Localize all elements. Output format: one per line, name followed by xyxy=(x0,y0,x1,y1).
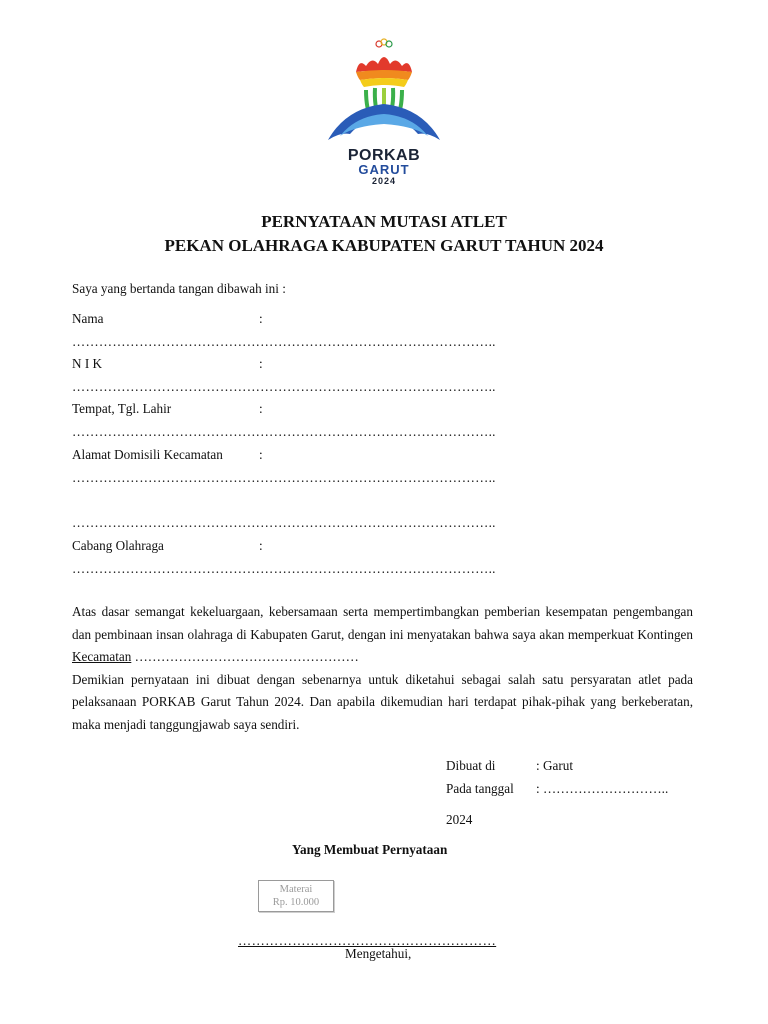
field-label-ttl: Tempat, Tgl. Lahir xyxy=(72,401,172,416)
porkab-emblem-icon xyxy=(326,36,442,148)
logo-text-garut: GARUT xyxy=(358,162,410,177)
field-colon: : xyxy=(259,311,263,326)
field-fill-alamat-1[interactable]: ………………………………………………………………………………….. xyxy=(72,470,496,485)
field-colon: : xyxy=(259,401,263,416)
statement-paragraph-1 xyxy=(72,601,693,669)
field-label-nama: Nama xyxy=(72,311,104,326)
statement-body xyxy=(72,601,693,736)
field-fill-nama[interactable]: ………………………………………………………………………………….. xyxy=(72,334,496,349)
field-fill-cabang[interactable]: ………………………………………………………………………………….. xyxy=(72,561,496,576)
porkab-logo xyxy=(326,36,442,188)
dibuat-label: Dibuat di xyxy=(446,758,496,773)
logo-text-year: 2024 xyxy=(371,176,397,186)
stamp-line-2: Rp. 10.000 xyxy=(272,897,320,908)
field-label-cabang: Cabang Olahraga xyxy=(72,538,164,553)
field-fill-nik[interactable]: ………………………………………………………………………………….. xyxy=(72,379,496,394)
mengetahui-label: Mengetahui, xyxy=(345,946,412,961)
tanggal-year: 2024 xyxy=(446,812,473,827)
statement-text: Atas dasar semangat kekeluargaan, kebersamaan serta mempertimbangkan pemberian kesempatan pengembangan dan pembinaan insan olahraga di Kabupaten Garut, dengan ini menyatakan bahwa saya akan memperkuat Kontingen xyxy=(72,604,693,642)
field-colon: : xyxy=(259,356,263,371)
materai-stamp xyxy=(258,880,334,912)
kecamatan-fill[interactable]: …………………………………………… xyxy=(131,649,359,664)
tanggal-label: Pada tanggal xyxy=(446,781,514,796)
field-fill-ttl[interactable]: ………………………………………………………………………………….. xyxy=(72,424,496,439)
field-fill-alamat-2[interactable]: ………………………………………………………………………………….. xyxy=(72,515,496,530)
kecamatan-underlined: Kecamatan xyxy=(72,649,132,664)
signature-line[interactable]: ………………………………………………… xyxy=(238,933,497,948)
tanggal-value[interactable]: : ……………………….. xyxy=(536,781,669,796)
document-title: PERNYATAAN MUTASI ATLET xyxy=(261,212,507,231)
document-subtitle: PEKAN OLAHRAGA KABUPATEN GARUT TAHUN 2024 xyxy=(164,236,604,255)
stamp-line-1: Materai xyxy=(279,884,313,895)
intro-text: Saya yang bertanda tangan dibawah ini : xyxy=(72,281,286,296)
field-label-alamat: Alamat Domisili Kecamatan xyxy=(72,447,223,462)
field-colon: : xyxy=(259,538,263,553)
statement-paragraph-2: Demikian pernyataan ini dibuat dengan sebenarnya untuk diketahui sebagai salah satu persyaratan atlet pada pelaksanaan PORKAB Garut Tahun 2024. Dan apabila dikemudian hari terdapat pihak-pihak yang berkeberatan, maka menjadi tanggungjawab saya sendiri. xyxy=(72,671,693,732)
dibuat-value: : Garut xyxy=(536,758,573,773)
field-colon: : xyxy=(259,447,263,462)
field-label-nik: N I K xyxy=(72,356,103,371)
signer-heading: Yang Membuat Pernyataan xyxy=(292,842,448,857)
logo-text-porkab: PORKAB xyxy=(347,147,421,164)
